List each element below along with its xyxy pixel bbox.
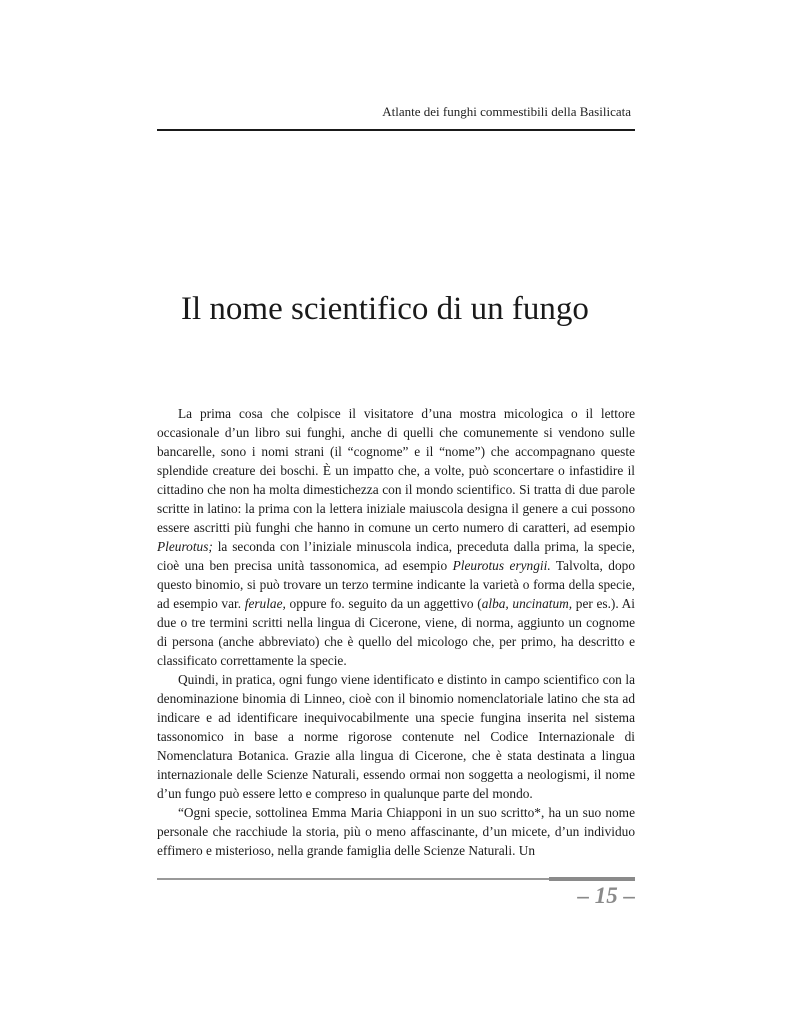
paragraph-2: Quindi, in pratica, ogni fungo viene identificato e distinto in campo scientifico con la denominazione binomia di Linneo, cioè con il binomio nomenclatoriale latino che sta ad indicare e ad identificare inequivocabilmente una specie fungina inserita nel sistema tassonomico in base a norme rigorose contenute nel Codice Internazionale di Nomenclatura Botanica. Grazie alla lingua di Cicerone, che è stata destinata a lingua internazionale delle Scienze Naturali, essendo ormai non soggetta a neologismi, il nome d’un fungo può essere letto e compreso in qualunque parte del mondo.	[157, 672, 635, 801]
paragraph-1	[157, 404, 635, 670]
form-examples: alba, uncinatum,	[481, 596, 573, 611]
paragraph-1-text-b: la seconda con l’iniziale minuscola indica, preceduta dalla prima, la specie, cioè una ben precisa unità tassonomica, ad esempio	[157, 539, 635, 573]
page-number: – 15 –	[577, 883, 635, 908]
footer-rule-accent	[549, 877, 635, 881]
paragraph-1-text-d: oppure fo. seguito da un aggettivo (	[285, 596, 482, 611]
genus-example: Pleurotus;	[157, 539, 213, 554]
footer-rule	[157, 878, 549, 880]
paragraph-1-text-e: per es.). Ai due o tre termini scritti nella lingua di Cicerone, viene, di norma, aggiunto un cognome di persona (anche abbreviato) che è quello del micologo che, per primo, ha descritto e classificato correttamente la specie.	[157, 596, 635, 668]
paragraph-1-text-a: La prima cosa che colpisce il visitatore d’una mostra micologica o il lettore occasionale d’un libro sui funghi, anche di quelli che comunemente si vendono sulle bancarelle, sono i nomi strani (il “cognome” e il “nome”) che accompagnano queste splendide creature dei boschi. È un impatto che, a volte, può sconcertare o infastidire il cittadino che non ha molta dimestichezza con il mondo scientifico. Si tratta di due parole scritte in latino: la prima con la lettera iniziale maiuscola designa il genere a cui possono essere ascritti più funghi che hanno in comune un certo numero di caratteri, ad esempio	[157, 406, 635, 535]
running-header: Atlante dei funghi commestibili della Basilicata	[382, 104, 631, 119]
body-text	[157, 404, 635, 860]
paragraph-3: “Ogni specie, sottolinea Emma Maria Chiapponi in un suo scritto*, ha un suo nome personale che racchiude la storia, più o meno affascinante, d’un micete, d’un individuo effimero e misterioso, nella grande famiglia delle Scienze Naturali. Un	[157, 805, 635, 858]
variety-example: ferulae,	[244, 596, 286, 611]
header-rule	[157, 129, 635, 131]
paragraph-1-text-c: Talvolta, dopo questo binomio, si può trovare un terzo termine indicante la varietà o forma della specie, ad esempio var.	[157, 558, 635, 611]
species-example: Pleurotus eryngii.	[452, 558, 551, 573]
chapter-title: Il nome scientifico di un fungo	[181, 291, 589, 327]
